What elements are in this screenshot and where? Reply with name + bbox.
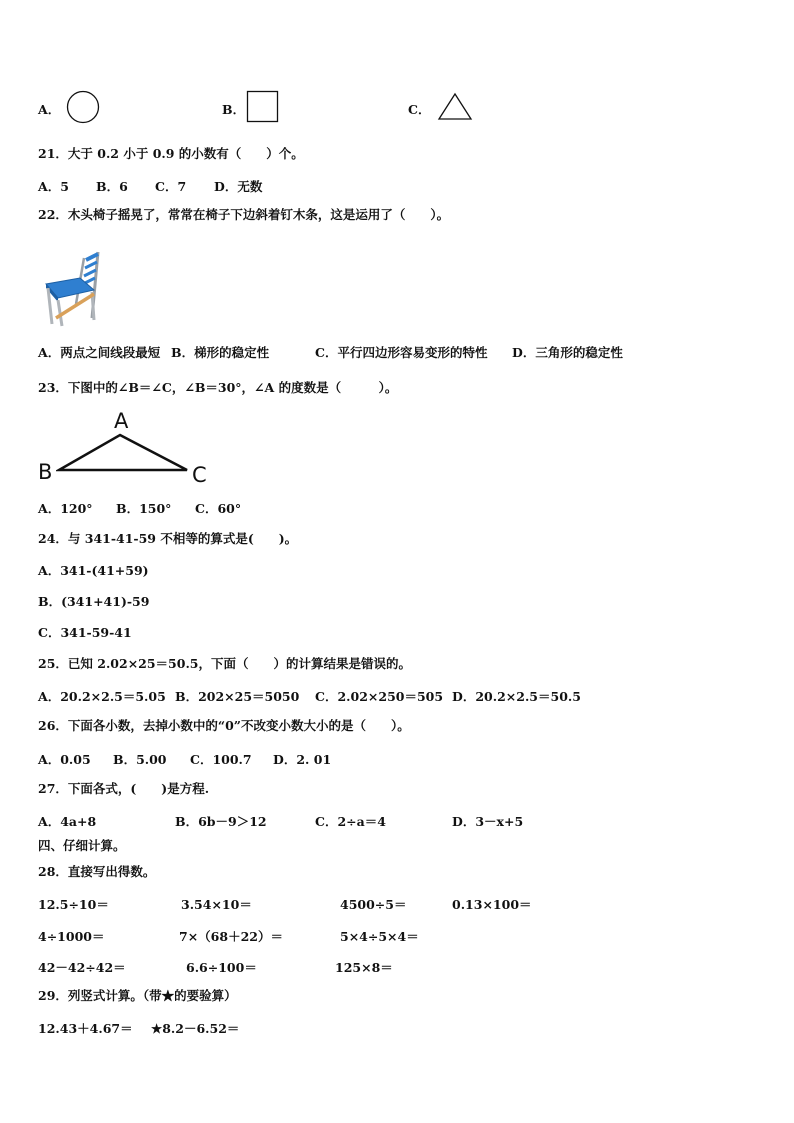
q28-r1-item-4: 0.13×100＝ bbox=[452, 897, 532, 912]
q21-option-d: D．无数 bbox=[214, 179, 263, 194]
q28-r3-item-2: 6.6÷100＝ bbox=[186, 960, 257, 975]
q29-item-1: 12.43＋4.67＝ bbox=[38, 1021, 133, 1036]
q27-option-a: A．4a+8 bbox=[38, 814, 97, 829]
question-21: 21．大于 0.2 小于 0.9 的小数有（ ）个。 bbox=[38, 146, 304, 161]
question-28: 28．直接写出得数。 bbox=[38, 864, 156, 879]
q28-r2-item-1: 4÷1000＝ bbox=[38, 929, 105, 944]
question-23: 23．下图中的∠B＝∠C，∠B＝30°，∠A 的度数是（ ）。 bbox=[38, 380, 398, 395]
q25-option-d: D．20.2×2.5＝50.5 bbox=[452, 689, 581, 704]
q20-option-b-label: B． bbox=[222, 102, 246, 117]
vertex-a-label: A bbox=[114, 409, 129, 433]
q28-r1-item-3: 4500÷5＝ bbox=[340, 897, 407, 912]
question-27: 27．下面各式，( )是方程. bbox=[38, 781, 210, 796]
q25-option-c: C．2.02×250＝505 bbox=[315, 689, 444, 704]
q23-option-a: A．120° bbox=[38, 501, 93, 516]
question-29: 29．列竖式计算。（带★的要验算） bbox=[38, 988, 237, 1003]
q29-item-2: ★8.2－6.52＝ bbox=[151, 1021, 240, 1036]
q28-r2-item-3: 5×4÷5×4＝ bbox=[340, 929, 419, 944]
q21-option-b: B．6 bbox=[96, 179, 128, 194]
q28-r2-item-2: 7×（68＋22）＝ bbox=[179, 929, 283, 944]
chair-image bbox=[40, 244, 110, 328]
q22-option-c: C．平行四边形容易变形的特性 bbox=[315, 345, 488, 360]
q20-option-a-label: A． bbox=[38, 102, 61, 117]
q25-option-b: B．202×25＝5050 bbox=[175, 689, 300, 704]
q24-option-b: B．(341+41)-59 bbox=[38, 594, 150, 609]
q26-option-c: C．100.7 bbox=[190, 752, 252, 767]
question-25: 25．已知 2.02×25＝50.5，下面（ ）的计算结果是错误的。 bbox=[38, 656, 412, 671]
question-26: 26．下面各小数，去掉小数中的“0”不改变小数大小的是（ ）。 bbox=[38, 718, 410, 733]
q24-option-c: C．341-59-41 bbox=[38, 625, 132, 640]
q26-option-a: A．0.05 bbox=[38, 752, 91, 767]
q27-option-c: C．2÷a＝4 bbox=[315, 814, 386, 829]
q25-option-a: A．20.2×2.5＝5.05 bbox=[38, 689, 166, 704]
q27-option-d: D．3－x+5 bbox=[452, 814, 524, 829]
q20-option-c-label: C． bbox=[408, 102, 431, 117]
q24-option-a: A．341-(41+59) bbox=[38, 563, 149, 578]
q21-option-a: A．5 bbox=[38, 179, 69, 194]
triangle-icon bbox=[437, 92, 473, 122]
question-22: 22．木头椅子摇晃了，常常在椅子下边斜着钉木条，这是运用了（ ）。 bbox=[38, 207, 450, 222]
triangle-abc-figure bbox=[56, 432, 190, 474]
q28-r3-item-3: 125×8＝ bbox=[335, 960, 393, 975]
q23-option-c: C．60° bbox=[195, 501, 242, 516]
q22-option-a: A．两点之间线段最短 bbox=[38, 345, 161, 360]
q23-option-b: B．150° bbox=[116, 501, 172, 516]
vertex-b-label: B bbox=[38, 460, 53, 484]
q21-option-c: C．7 bbox=[155, 179, 187, 194]
vertex-c-label: C bbox=[192, 463, 207, 487]
q28-r3-item-1: 42－42÷42＝ bbox=[38, 960, 126, 975]
circle-icon bbox=[66, 90, 100, 124]
section-heading-4: 四、仔细计算。 bbox=[38, 838, 126, 853]
q28-r1-item-2: 3.54×10＝ bbox=[181, 897, 252, 912]
q26-option-d: D．2. 01 bbox=[273, 752, 332, 767]
q22-option-b: B．梯形的稳定性 bbox=[171, 345, 270, 360]
q27-option-b: B．6b－9＞12 bbox=[175, 814, 267, 829]
square-icon bbox=[246, 90, 280, 124]
q28-r1-item-1: 12.5÷10＝ bbox=[38, 897, 109, 912]
question-24: 24．与 341-41-59 不相等的算式是( )。 bbox=[38, 531, 298, 546]
q22-option-d: D．三角形的稳定性 bbox=[512, 345, 623, 360]
q26-option-b: B．5.00 bbox=[113, 752, 167, 767]
